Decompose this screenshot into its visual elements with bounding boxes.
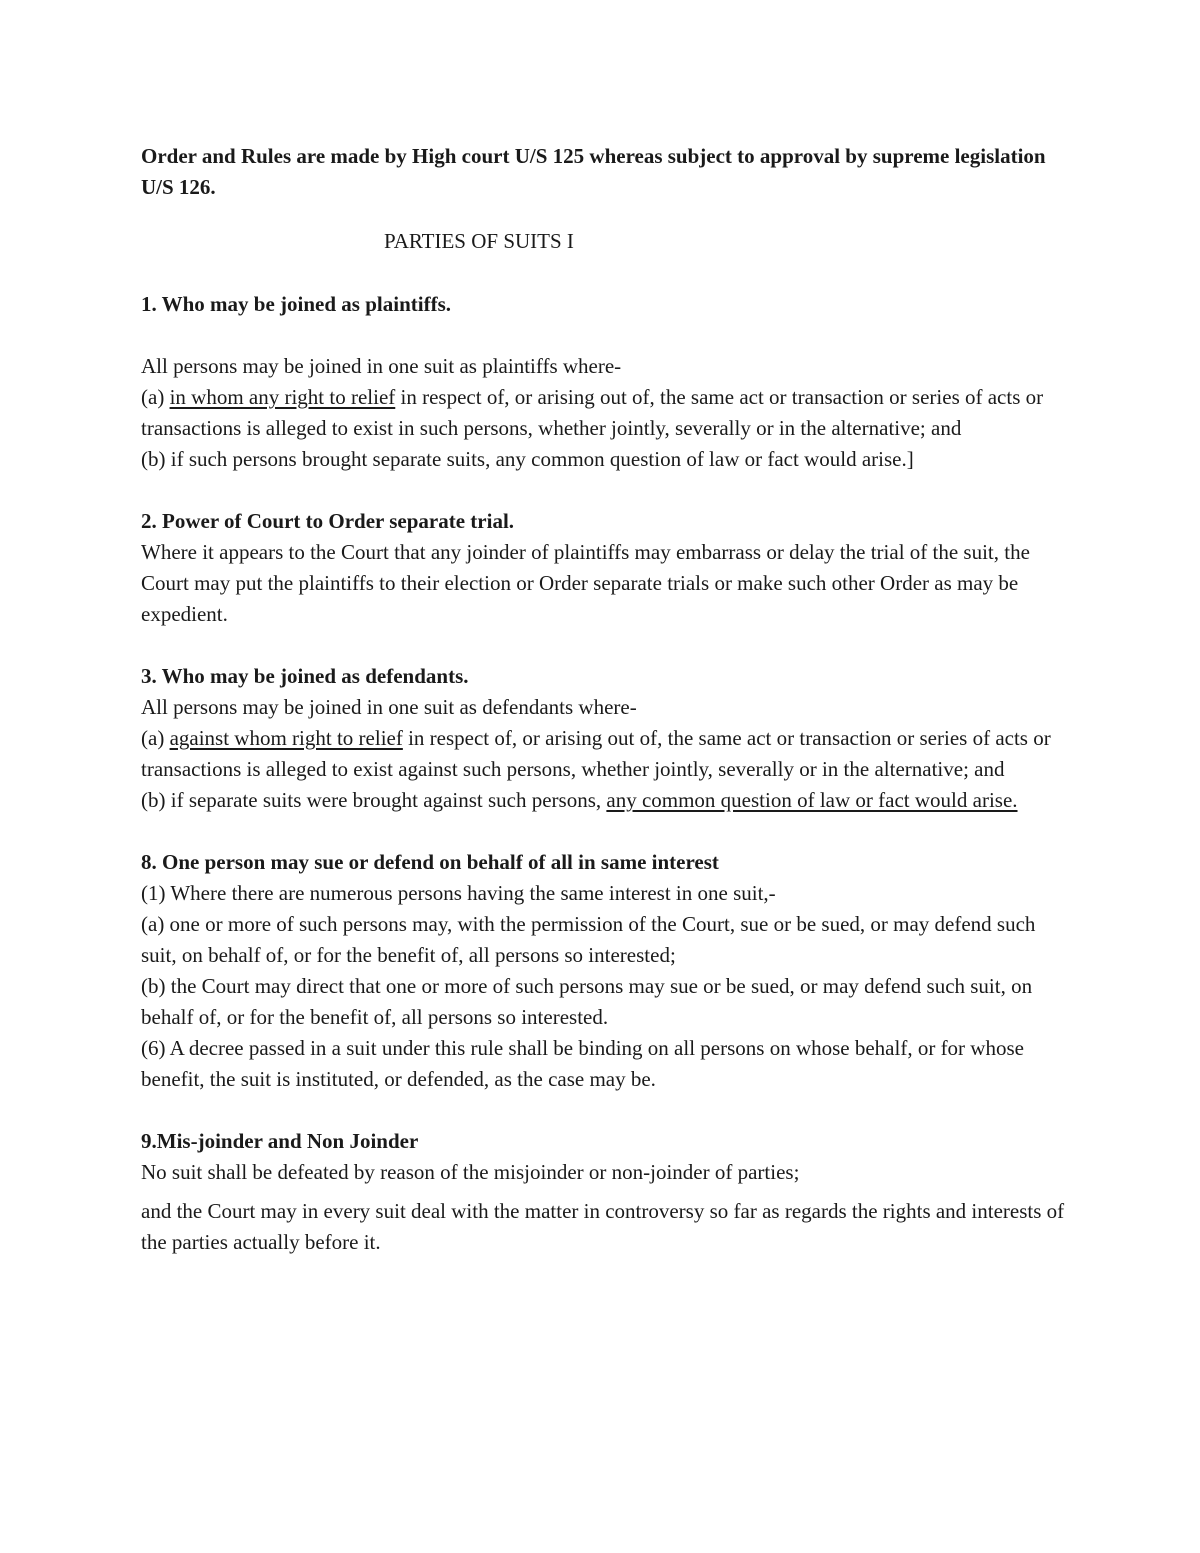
section-1-clause-a-prefix: (a) (141, 385, 170, 409)
section-9-body-1: No suit shall be defeated by reason of the misjoinder or non-joinder of parties; (141, 1160, 800, 1184)
section-3-clause-a-prefix: (a) (141, 726, 170, 750)
section-3-lead: All persons may be joined in one suit as defendants where- (141, 695, 637, 719)
section-2-heading: 2. Power of Court to Order separate trial. (141, 509, 515, 533)
section-9-heading: 9.Mis-joinder and Non Joinder (141, 1129, 419, 1153)
section-1-clause-b: (b) if such persons brought separate suits, any common question of law or fact would arise.] (141, 447, 914, 471)
section-8-clause-b: (b) the Court may direct that one or more of such persons may sue or be sued, or may defend such suit, on behalf of, or for the benefit of, all persons so interested. (141, 974, 1033, 1029)
section-1-clause-a (141, 382, 1066, 444)
document-page (141, 141, 1066, 1258)
section-2-body: Where it appears to the Court that any joinder of plaintiffs may embarrass or delay the trial of the suit, the Court may put the plaintiffs to their election or Order separate trials or make such other Order as may be expedient. (141, 540, 1030, 626)
section-3-heading: 3. Who may be joined as defendants. (141, 664, 469, 688)
section-1-clause-a-rest: in respect of, or arising out of, the same act or transaction or series of acts or transactions is alleged to exist in such persons, whether jointly, severally or in the alternative; and (141, 385, 1044, 440)
page-title: PARTIES OF SUITS I (384, 229, 574, 253)
section-3-clause-b-prefix: (b) if separate suits were brought against such persons, (141, 788, 607, 812)
section-8-sub-1: (1) Where there are numerous persons having the same interest in one suit,- (141, 881, 776, 905)
intro-text: Order and Rules are made by High court U/S 125 whereas subject to approval by supreme legislation U/S 126. (141, 144, 1046, 199)
section-8-heading: 8. One person may sue or defend on behalf of all in same interest (141, 850, 719, 874)
section-8-sub-6: (6) A decree passed in a suit under this rule shall be binding on all persons on whose behalf, or for whose benefit, the suit is instituted, or defended, as the case may be. (141, 1036, 1024, 1091)
section-3-clause-b-underlined: any common question of law or fact would arise. (606, 788, 1018, 812)
section-3-clause-a-rest: in respect of, or arising out of, the same act or transaction or series of acts or transactions is alleged to exist against such persons, whether jointly, severally or in the alternative; and (141, 726, 1051, 781)
section-8-clause-a: (a) one or more of such persons may, with the permission of the Court, sue or be sued, or may defend such suit, on behalf of, or for the benefit of, all persons so interested; (141, 912, 1036, 967)
section-9-body-2: and the Court may in every suit deal with the matter in controversy so far as regards the rights and interests of the parties actually before it. (141, 1199, 1065, 1254)
section-1-lead: All persons may be joined in one suit as plaintiffs where- (141, 354, 622, 378)
section-3-clause-b (141, 785, 1066, 816)
section-1-clause-a-underlined: in whom any right to relief (169, 385, 396, 409)
section-3-clause-a-underlined: against whom right to relief (169, 726, 403, 750)
section-1-heading: 1. Who may be joined as plaintiffs. (141, 292, 451, 316)
section-3-clause-a (141, 723, 1066, 785)
